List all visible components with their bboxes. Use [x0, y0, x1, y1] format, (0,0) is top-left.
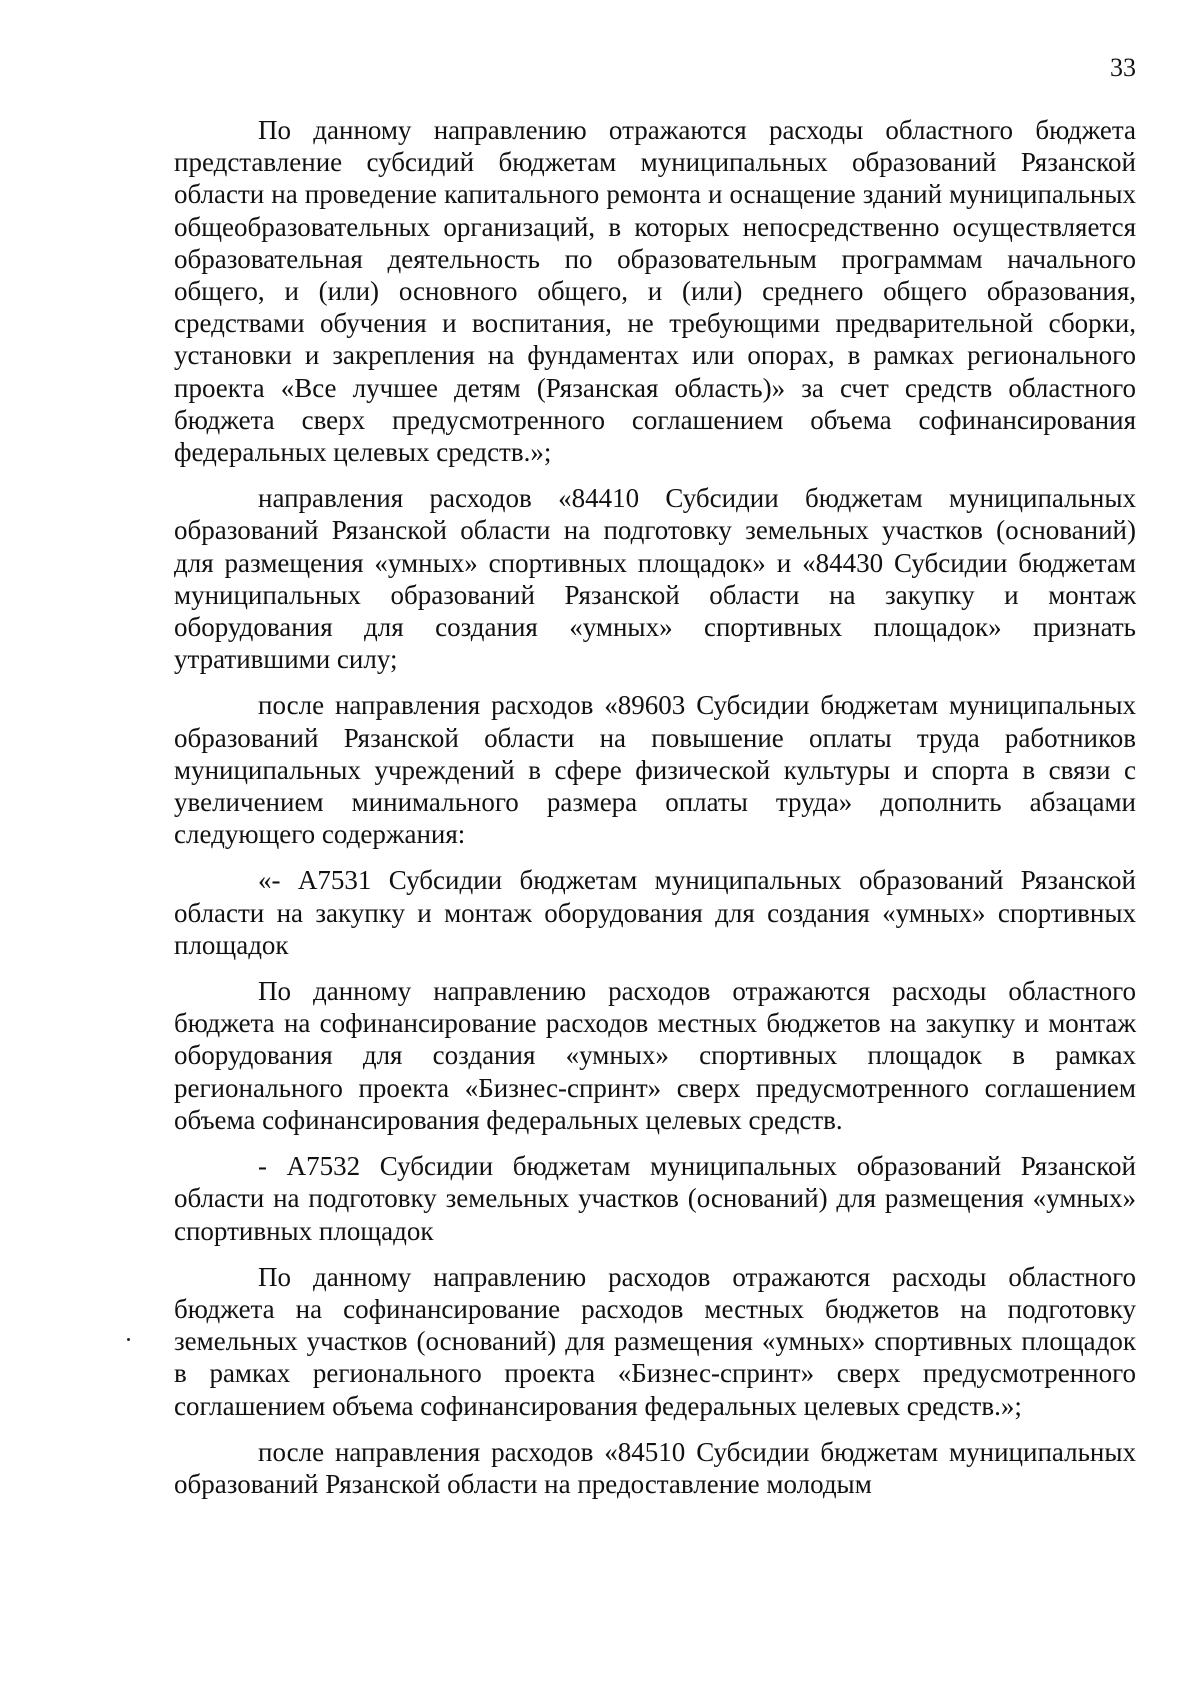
paragraph-3: после направления расходов «89603 Субсидии бюджетам муниципальных образований Рязанской области на повышение оплаты труда работников муниципальных учреждений в сфере физической культуры и спорта в связи с увеличением минимального размера оплаты труда» дополнить абзацами следующего содержания: — [174, 690, 1136, 850]
scan-speck — [127, 1338, 130, 1341]
document-body — [174, 114, 1136, 1514]
paragraph-5: По данному направлению расходов отражаются расходы областного бюджета на софинансирование расходов местных бюджетов на закупку и монтаж оборудования для создания «умных» спортивных площадок в рамках регионального проекта «Бизнес-спринт» сверх предусмотренного соглашением объема софинансирования федеральных целевых средств. — [174, 976, 1136, 1135]
paragraph-8: после направления расходов «84510 Субсидии бюджетам муниципальных образований Рязанской области на предоставление молодым — [174, 1436, 1136, 1499]
paragraph-6: - А7532 Субсидии бюджетам муниципальных образований Рязанской области на подготовку земельных участков (оснований) для размещения «умных» спортивных площадок — [174, 1151, 1136, 1246]
page-number: 33 — [1110, 53, 1136, 82]
paragraph-1: По данному направлению отражаются расходы областного бюджета представление субсидий бюджетам муниципальных образований Рязанской области на проведение капитального ремонта и оснащение зданий муниципальных общеобразовательных организаций, в которых непосредственно осуществляется образовательная деятельность по образовательным программам начального общего, и (или) основного общего, и (или) среднего общего образования, средствами обучения и воспитания, не требующими предварительной сборки, установки и закрепления на фундаментах или опорах, в рамках регионального проекта «Все лучшее детям (Рязанская область)» за счет средств областного бюджета сверх предусмотренного соглашением объема софинансирования федеральных целевых средств.»; — [174, 115, 1136, 468]
paragraph-4: «- А7531 Субсидии бюджетам муниципальных образований Рязанской области на закупку и монтаж оборудования для создания «умных» спортивных площадок — [174, 865, 1136, 960]
paragraph-2: направления расходов «84410 Субсидии бюджетам муниципальных образований Рязанской области на подготовку земельных участков (оснований) для размещения «умных» спортивных площадок» и «84430 Субсидии бюджетам муниципальных образований Рязанской области на закупку и монтаж оборудования для создания «умных» спортивных площадок» признать утратившими силу; — [174, 483, 1136, 675]
paragraph-7: По данному направлению расходов отражаются расходы областного бюджета на софинансирование расходов местных бюджетов на подготовку земельных участков (оснований) для размещения «умных» спортивных площадок в рамках регионального проекта «Бизнес-спринт» сверх предусмотренного соглашением объема софинансирования федеральных целевых средств.»; — [174, 1261, 1136, 1421]
